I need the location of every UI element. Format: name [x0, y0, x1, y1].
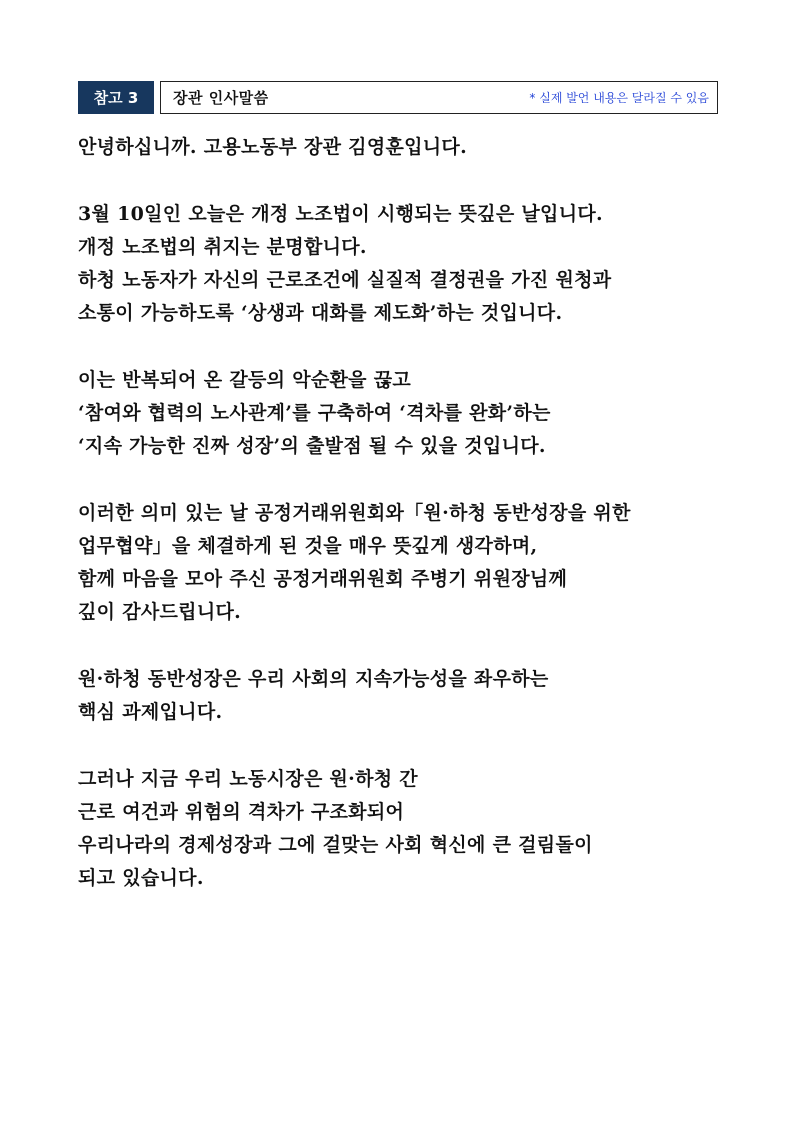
text-line: 되고 있습니다. — [78, 867, 204, 889]
text-line: 개정 노조법의 취지는 분명합니다. — [78, 236, 367, 258]
paragraph-greeting — [78, 131, 728, 164]
text-line: 소통이 가능하도록 ‘상생과 대화를 제도화’하는 것입니다. — [78, 302, 563, 324]
disclaimer-note: * 실제 발언 내용은 달라질 수 있음 — [529, 91, 709, 105]
text-line: 이러한 의미 있는 날 공정거래위원회와「원·하청 동반성장을 위한 — [78, 502, 631, 524]
text-line: ‘참여와 협력의 노사관계’를 구축하여 ‘격차를 완화’하는 — [78, 402, 551, 424]
text-line: 함께 마음을 모아 주신 공정거래위원회 주병기 위원장님께 — [78, 568, 568, 590]
paragraph-growth — [78, 364, 728, 463]
text-line: ‘지속 가능한 진짜 성장’의 출발점 될 수 있을 것입니다. — [78, 435, 546, 457]
text-line: 근로 여건과 위험의 격차가 구조화되어 — [78, 801, 405, 823]
text-line: 핵심 과제입니다. — [78, 701, 223, 723]
section-title: 장관 인사말씀 — [173, 89, 269, 107]
text-line: 3월 10일인 오늘은 개정 노조법이 시행되는 뜻깊은 날입니다. — [78, 203, 603, 225]
paragraph-agreement — [78, 497, 728, 629]
text-line: 하청 노동자가 자신의 근로조건에 실질적 결정권을 가진 원청과 — [78, 269, 612, 291]
section-header — [78, 81, 718, 114]
text-line: 그러나 지금 우리 노동시장은 원·하청 간 — [78, 768, 418, 790]
speech-body — [78, 131, 728, 929]
text-line: 원·하청 동반성장은 우리 사회의 지속가능성을 좌우하는 — [78, 668, 549, 690]
reference-tag: 참고 3 — [78, 81, 154, 114]
text-line: 깊이 감사드립니다. — [78, 601, 242, 623]
text-line: 업무협약」을 체결하게 된 것을 매우 뜻깊게 생각하며, — [78, 535, 538, 557]
paragraph-core-task — [78, 663, 728, 729]
paragraph-labor-market — [78, 763, 728, 895]
text-line: 안녕하십니까. 고용노동부 장관 김영훈입니다. — [78, 136, 468, 158]
text-line: 이는 반복되어 온 갈등의 악순환을 끊고 — [78, 369, 412, 391]
title-box — [160, 81, 718, 114]
paragraph-law-purpose — [78, 198, 728, 330]
text-line: 우리나라의 경제성장과 그에 걸맞는 사회 혁신에 큰 걸림돌이 — [78, 834, 593, 856]
